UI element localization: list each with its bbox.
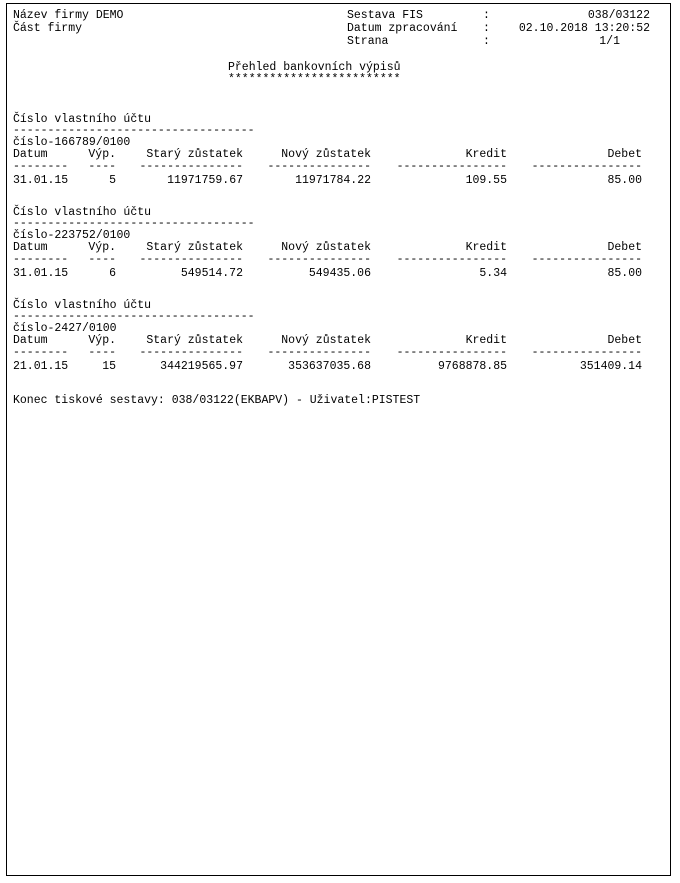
column-header-date: Datum bbox=[13, 334, 48, 347]
cell-old-balance: 344219565.97 bbox=[160, 360, 243, 373]
page-value: 1/1 bbox=[599, 35, 620, 48]
column-rule-new-balance: --------------- bbox=[267, 346, 371, 359]
cell-debit: 85.00 bbox=[607, 174, 642, 187]
company-name: Název firmy DEMO bbox=[13, 9, 124, 22]
account-heading-rule: ----------------------------------- bbox=[13, 124, 255, 137]
column-rule-credit: ---------------- bbox=[396, 253, 507, 266]
column-header-debit: Debet bbox=[607, 334, 642, 347]
cell-old-balance: 11971759.67 bbox=[167, 174, 243, 187]
column-header-credit: Kredit bbox=[465, 148, 507, 161]
column-header-statement: Výp. bbox=[88, 148, 116, 161]
column-header-date: Datum bbox=[13, 241, 48, 254]
column-rule-statement: ---- bbox=[88, 253, 116, 266]
company-part: Část firmy bbox=[13, 22, 83, 35]
account-heading: Číslo vlastního účtu bbox=[13, 299, 152, 312]
cell-debit: 85.00 bbox=[607, 267, 642, 280]
column-header-old-balance: Starý zůstatek bbox=[146, 334, 243, 347]
column-header-old-balance: Starý zůstatek bbox=[146, 241, 243, 254]
report-colon: : bbox=[483, 9, 490, 22]
column-header-credit: Kredit bbox=[465, 334, 507, 347]
cell-statement: 15 bbox=[102, 360, 116, 373]
column-rule-debit: ---------------- bbox=[531, 346, 642, 359]
column-header-statement: Výp. bbox=[88, 241, 116, 254]
account-number: číslo-166789/0100 bbox=[13, 136, 131, 149]
column-rule-date: -------- bbox=[13, 346, 69, 359]
cell-credit: 109.55 bbox=[465, 174, 507, 187]
cell-new-balance: 11971784.22 bbox=[295, 174, 371, 187]
report-value: 038/03122 bbox=[587, 9, 650, 22]
cell-old-balance: 549514.72 bbox=[180, 267, 243, 280]
cell-date: 31.01.15 bbox=[13, 267, 69, 280]
page-colon: : bbox=[483, 35, 490, 48]
cell-debit: 351409.14 bbox=[579, 360, 642, 373]
page-label: Strana bbox=[347, 35, 389, 48]
column-rule-old-balance: --------------- bbox=[139, 346, 243, 359]
column-rule-new-balance: --------------- bbox=[267, 160, 371, 173]
cell-new-balance: 353637035.68 bbox=[288, 360, 371, 373]
report-page bbox=[6, 3, 671, 876]
column-header-statement: Výp. bbox=[88, 334, 116, 347]
processed-value: 02.10.2018 13:20:52 bbox=[518, 22, 650, 35]
processed-label: Datum zpracování bbox=[347, 22, 458, 35]
column-header-new-balance: Nový zůstatek bbox=[281, 241, 371, 254]
column-header-old-balance: Starý zůstatek bbox=[146, 148, 243, 161]
column-rule-statement: ---- bbox=[88, 160, 116, 173]
account-heading: Číslo vlastního účtu bbox=[13, 206, 152, 219]
cell-date: 21.01.15 bbox=[13, 360, 69, 373]
cell-date: 31.01.15 bbox=[13, 174, 69, 187]
column-rule-credit: ---------------- bbox=[396, 346, 507, 359]
column-rule-old-balance: --------------- bbox=[139, 160, 243, 173]
cell-credit: 5.34 bbox=[479, 267, 507, 280]
column-rule-credit: ---------------- bbox=[396, 160, 507, 173]
column-rule-statement: ---- bbox=[88, 346, 116, 359]
cell-statement: 5 bbox=[109, 174, 116, 187]
column-header-date: Datum bbox=[13, 148, 48, 161]
column-rule-date: -------- bbox=[13, 160, 69, 173]
account-number: číslo-223752/0100 bbox=[13, 229, 131, 242]
report-label: Sestava FIS bbox=[347, 9, 423, 22]
account-number: číslo-2427/0100 bbox=[13, 322, 117, 335]
report-footer: Konec tiskové sestavy: 038/03122(EKBAPV) - Uživatel:PISTEST bbox=[13, 394, 421, 407]
account-heading-rule: ----------------------------------- bbox=[13, 217, 255, 230]
column-header-debit: Debet bbox=[607, 241, 642, 254]
cell-statement: 6 bbox=[109, 267, 116, 280]
column-header-new-balance: Nový zůstatek bbox=[281, 334, 371, 347]
column-rule-old-balance: --------------- bbox=[139, 253, 243, 266]
column-rule-new-balance: --------------- bbox=[267, 253, 371, 266]
report-title: Přehled bankovních výpisů bbox=[228, 61, 401, 74]
column-rule-debit: ---------------- bbox=[531, 160, 642, 173]
column-rule-date: -------- bbox=[13, 253, 69, 266]
column-header-credit: Kredit bbox=[465, 241, 507, 254]
column-header-new-balance: Nový zůstatek bbox=[281, 148, 371, 161]
column-header-debit: Debet bbox=[607, 148, 642, 161]
account-heading: Číslo vlastního účtu bbox=[13, 113, 152, 126]
column-rule-debit: ---------------- bbox=[531, 253, 642, 266]
cell-new-balance: 549435.06 bbox=[308, 267, 371, 280]
report-title-underline: ************************* bbox=[228, 73, 401, 86]
account-heading-rule: ----------------------------------- bbox=[13, 310, 255, 323]
cell-credit: 9768878.85 bbox=[437, 360, 507, 373]
processed-colon: : bbox=[483, 22, 490, 35]
